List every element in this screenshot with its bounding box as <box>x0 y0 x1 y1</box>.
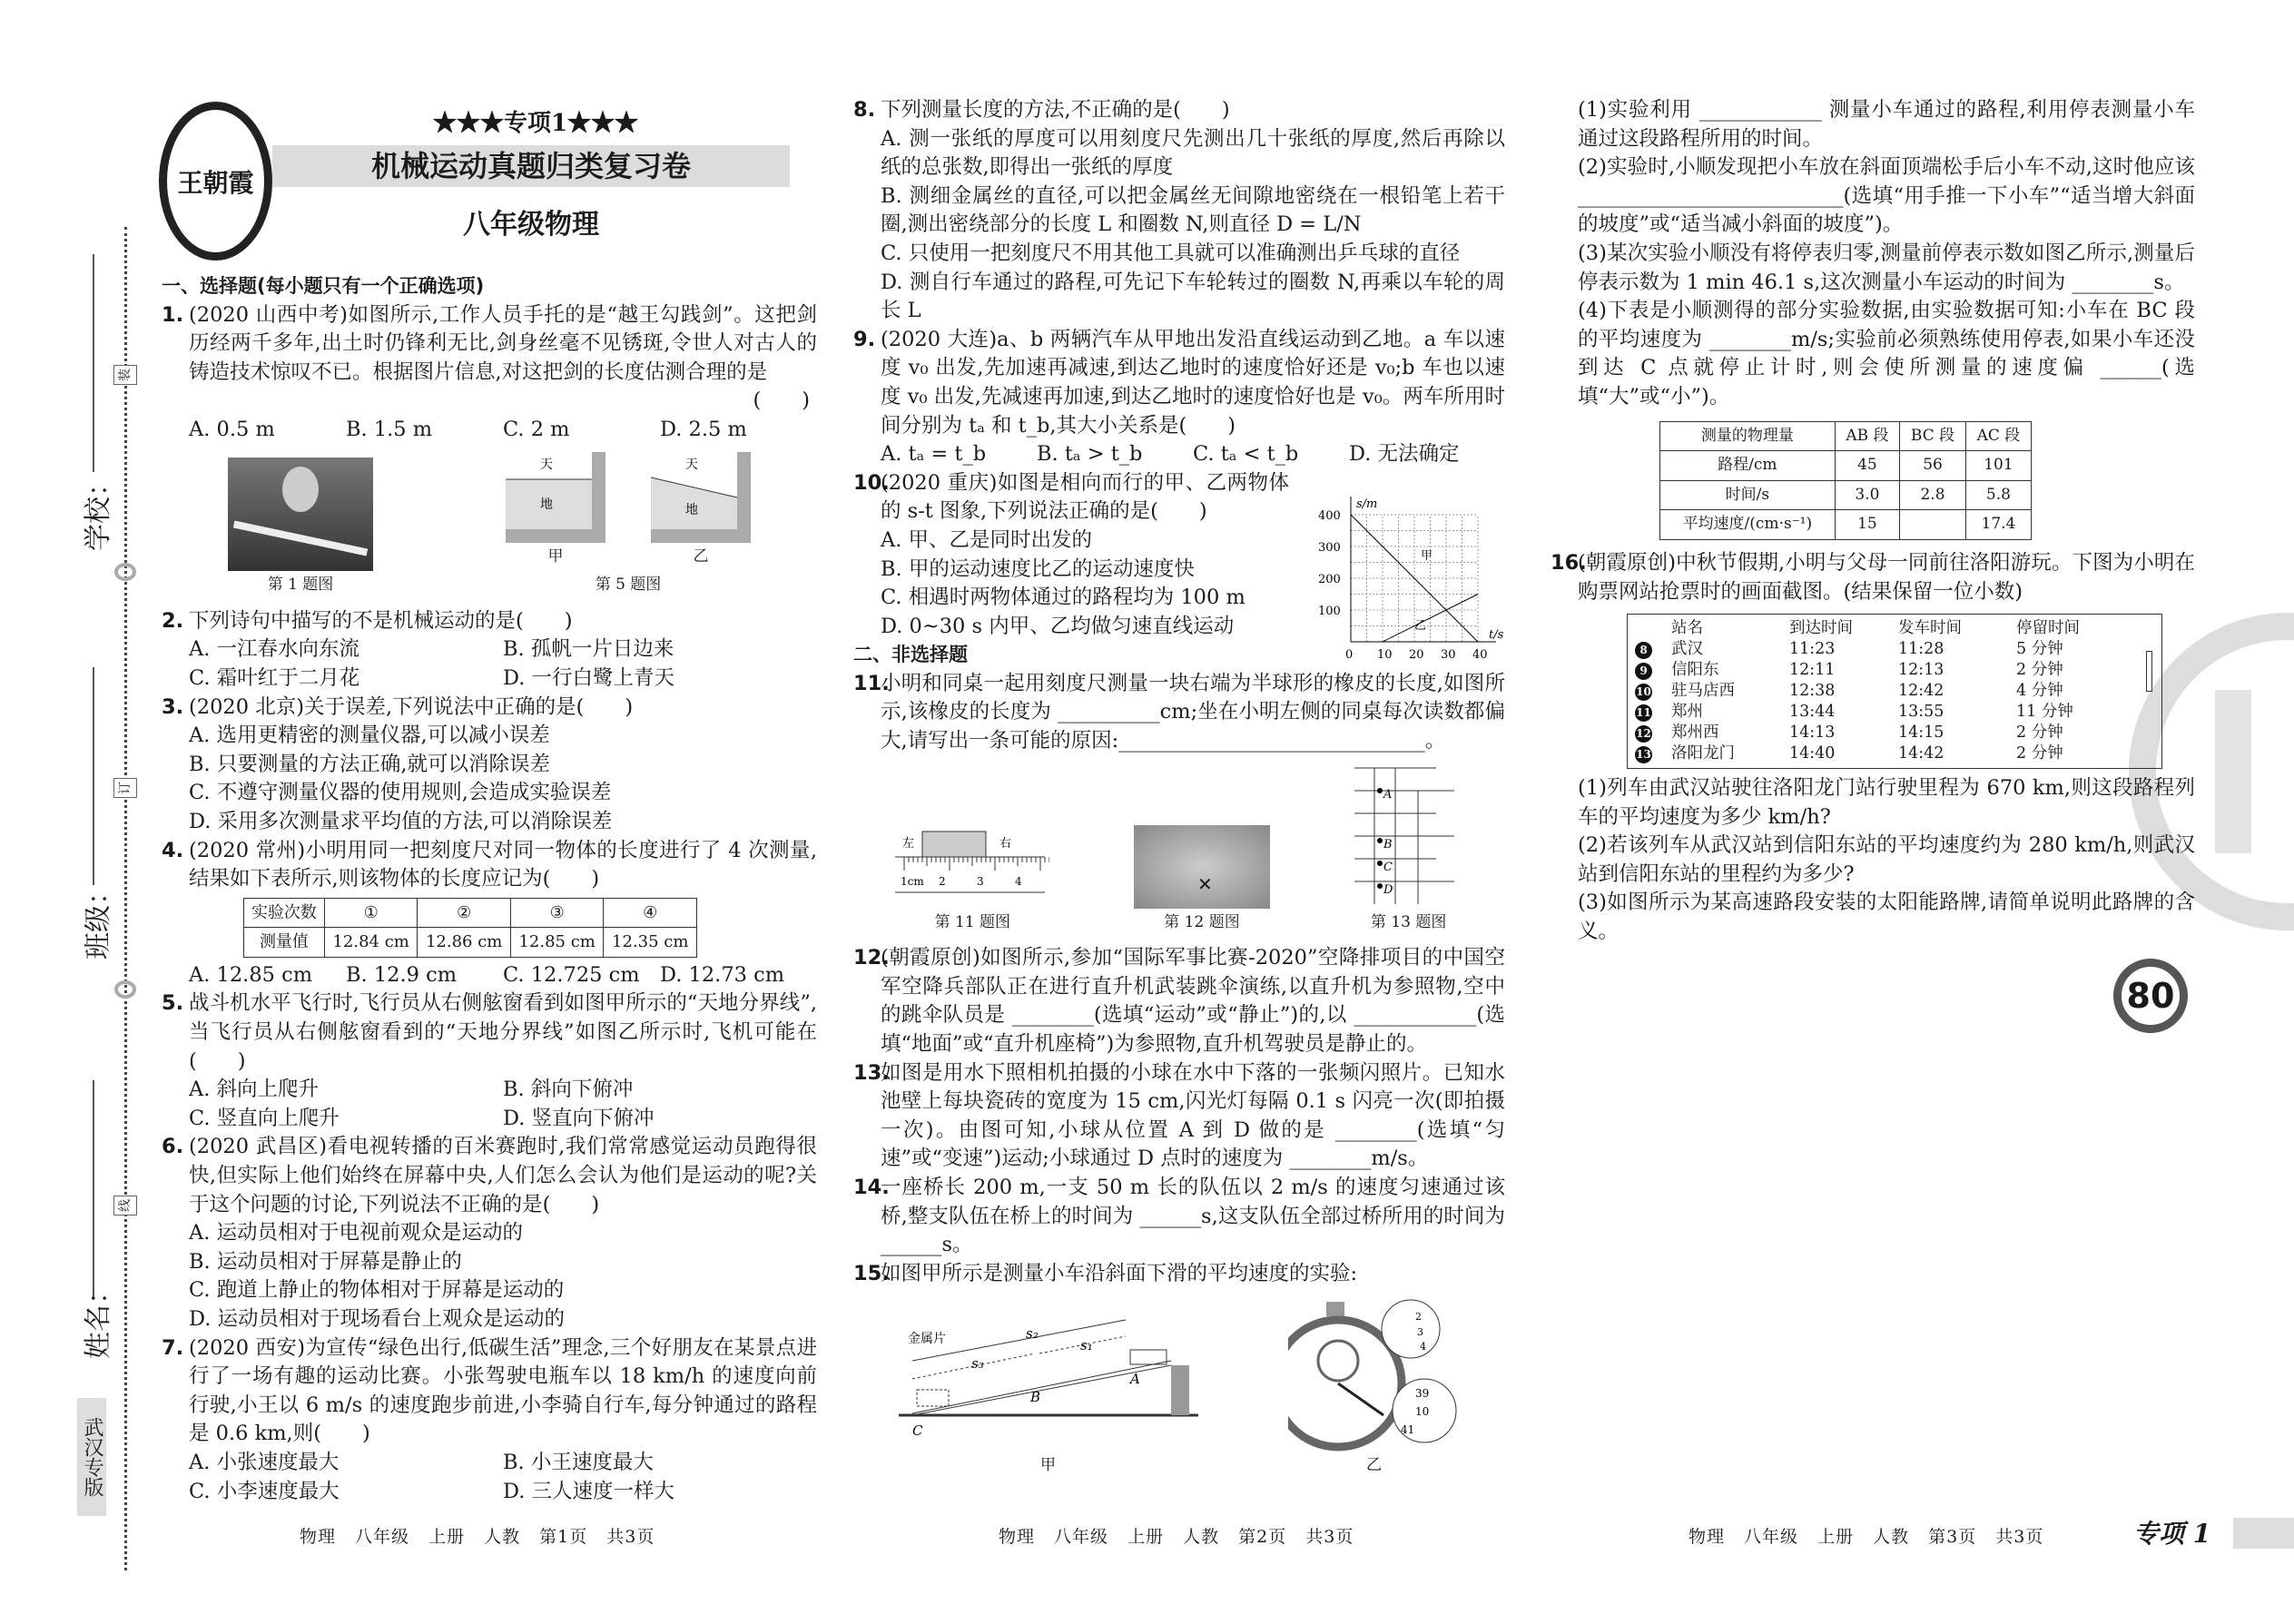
train-cell: 14:15 <box>1898 723 1944 743</box>
question-11 <box>853 670 1505 756</box>
series-label: ★★★专项1★★★ <box>432 110 639 137</box>
figure-row <box>162 452 817 600</box>
svg-text:B: B <box>1029 1389 1040 1406</box>
question-text <box>853 326 1505 440</box>
stopwatch-icon <box>1288 1297 1461 1452</box>
train-cell: 11:28 <box>1898 640 1944 659</box>
question-text <box>853 1059 1505 1174</box>
option-B: B. 1.5 m <box>346 417 433 441</box>
question-14 <box>853 1174 1505 1260</box>
question-12 <box>853 944 1505 1058</box>
question-5 <box>162 989 817 1133</box>
train-row <box>1635 639 2154 660</box>
question-number: 13. <box>853 1060 890 1085</box>
question-number: 12. <box>853 946 890 970</box>
question-body: 下列诗句中描写的不是机械运动的是( ) <box>189 608 573 633</box>
question-4 <box>162 837 817 894</box>
option-B: B. 运动员相对于屏幕是静止的 <box>189 1249 462 1274</box>
train-header-row: 站名 到达时间 发车时间 停留时间 <box>1671 619 2080 638</box>
svg-text:2: 2 <box>1414 1311 1422 1324</box>
question-text <box>853 1174 1505 1260</box>
st-graph <box>1314 487 1505 669</box>
question-number: 4. <box>162 838 184 862</box>
question-text <box>853 469 1289 527</box>
position-label: A <box>1383 787 1393 802</box>
figure-12: ✕ 第 12 题图 <box>1134 825 1270 938</box>
page-subtitle: 八年级物理 <box>463 209 599 241</box>
ruler-number: 2 <box>939 874 946 888</box>
question-2 <box>162 607 817 694</box>
figure-1 <box>228 458 373 600</box>
question-body: 一座桥长 200 m,一支 50 m 长的队伍以 2 m/s 的速度匀速通过该桥,整支队伍在桥上的时间为 ______s,这支队伍全部过桥所用的时间为 ______s。 <box>881 1176 1505 1257</box>
speed-limit-sign: 80 <box>2113 959 2188 1033</box>
section-title: 一、选择题(每小题只有一个正确选项) <box>162 275 485 297</box>
train-cell: 12:38 <box>1789 682 1836 701</box>
option-C: C. tₐ < t_b <box>1193 442 1299 467</box>
train-cell: 4 分钟 <box>2016 682 2063 701</box>
answer-options <box>162 1449 817 1506</box>
svg-text:s₃: s₃ <box>970 1355 984 1373</box>
answer-options <box>162 1076 817 1133</box>
question-body: 下列测量长度的方法,不正确的是( ) <box>881 98 1230 122</box>
position-label: D <box>1383 882 1393 897</box>
figure-15-stopwatch: 2 3 4 39 10 41 乙 <box>1288 1297 1461 1481</box>
train-row <box>1635 702 2154 723</box>
x-tick-label: 40 <box>1472 647 1488 662</box>
option-D: D. 2.5 m <box>660 417 747 441</box>
answer-bracket: ( ) <box>753 389 810 413</box>
school-line <box>93 254 94 472</box>
question-number: 16. <box>1551 550 1587 575</box>
y-axis-label: s/m <box>1356 497 1378 511</box>
name-label: 姓名： <box>83 1277 114 1359</box>
question-text <box>162 1133 817 1219</box>
metal-plate-label: 金属片 <box>907 1332 946 1347</box>
option-B: B. tₐ > t_b <box>1037 442 1143 467</box>
stop-number: 13 <box>1635 746 1652 763</box>
option-A: A. 甲、乙是同时出发的 <box>881 527 1093 552</box>
binding-mark: 线 <box>113 1196 137 1216</box>
question-body: (2020 武昌区)看电视转播的百米赛跑时,我们常常感觉运动员跑得很快,但实际上他们始终在屏幕中央,人们怎么会认为他们是运动的呢?关于这个问题的讨论,下列说法不正确的是( ) <box>189 1135 817 1216</box>
train-cell: 14:42 <box>1898 744 1944 763</box>
question-number: 9. <box>853 327 876 351</box>
stop-number: 12 <box>1635 725 1652 743</box>
column-1 <box>162 272 817 1506</box>
option-A: A. 12.85 cm <box>189 962 313 987</box>
page-title: 机械运动真题归类复习卷 <box>370 149 691 183</box>
svg-text:C: C <box>911 1422 922 1440</box>
binding-mark: 装 <box>113 365 137 385</box>
ball-position <box>1377 883 1383 889</box>
figure-row <box>853 763 1505 938</box>
sky-label: 天 <box>540 457 553 472</box>
question-15 <box>853 1260 1505 1289</box>
answer-options <box>162 416 817 445</box>
sub-question: (3)如图所示为某高速路段安装的太阳能路牌,请简单说明此路牌的含义。 <box>1578 891 2195 944</box>
answer-options <box>853 527 1289 641</box>
ball-position <box>1377 788 1383 793</box>
question-body: (2020 常州)小明用同一把刻度尺对同一物体的长度进行了 4 次测量,结果如下表所示,则该物体的长度应记为( ) <box>189 838 817 891</box>
answer-options <box>853 440 1505 469</box>
option-B: B. 测细金属丝的直径,可以把金属丝无间隙地密绕在一根铅笔上若干圈,测出密绕部分的长度 L 和圈数 N,则直径 D = L/N <box>881 183 1505 237</box>
stop-index <box>1635 723 1671 743</box>
ruler-diagram <box>895 827 1049 909</box>
column-3 <box>1551 96 2195 1016</box>
train-cell: 洛阳龙门 <box>1671 744 1735 763</box>
stop-index <box>1635 660 1671 681</box>
train-cell: 郑州西 <box>1671 723 1719 743</box>
sword-photo <box>228 458 373 571</box>
question-body: (2020 重庆)如图是相向而行的甲、乙两物体的 s-t 图象,下列说法正确的是( ) <box>881 470 1289 524</box>
train-cell: 2 分钟 <box>2016 661 2063 680</box>
question-text <box>162 837 817 894</box>
question-10 <box>853 469 1289 642</box>
svg-text:s₂: s₂ <box>1025 1325 1039 1343</box>
series-label: 乙 <box>1414 618 1427 633</box>
school-label: 学校： <box>83 469 114 551</box>
question-body: (2020 山西中考)如图所示,工作人员手托的是“越王勾践剑”。这把剑历经两千多年,出土时仍锋利无比,剑身丝毫不见锈斑,令世人对古人的铸造技术惊叹不已。根据图片信息,对这把剑的长度估测合理的是 <box>189 302 817 384</box>
option-C: C. 竖直向上爬升 <box>189 1106 340 1130</box>
question-text <box>162 1334 817 1449</box>
question-body: (2020 北京)关于误差,下列说法中正确的是( ) <box>189 694 634 719</box>
ball-position <box>1377 838 1383 843</box>
train-cell: 5 分钟 <box>2016 640 2063 659</box>
option-B: B. 斜向下俯冲 <box>503 1078 634 1102</box>
train-schedule <box>1627 614 2162 769</box>
svg-text:4: 4 <box>1419 1341 1426 1353</box>
figure-11: 左 右 1cm 2 3 4 第 11 题图 <box>895 827 1049 938</box>
question-text <box>853 1260 1505 1289</box>
stop-number: 11 <box>1635 704 1652 722</box>
option-B: B. 小王速度最大 <box>503 1450 654 1474</box>
train-cell: 2 分钟 <box>2016 723 2063 743</box>
figure-label: 甲 <box>547 546 564 566</box>
option-A: A. tₐ = t_b <box>881 442 987 467</box>
brick-wall-diagram <box>1354 763 1463 909</box>
question-text <box>1551 549 2195 606</box>
figure-13: A B C D 第 13 题图 <box>1354 763 1463 938</box>
ruler-number: 1cm <box>901 874 925 888</box>
option-A: A. 测一张纸的厚度可以用刻度尺先测出几十张纸的厚度,然后再除以纸的总张数,即得出一张纸的厚度 <box>881 126 1505 180</box>
figure-label: 乙 <box>693 546 709 566</box>
section-title: 二、非选择题 <box>853 644 968 666</box>
sub-question: (3)某次实验小顺没有将停表归零,测量前停表示数如图乙所示,测量后停表示数为 1 min 46.1 s,这次测量小车运动的时间为 ________s。 <box>1578 241 2195 294</box>
page-footer: 物理 八年级 上册 人教 第1页 共3页 <box>300 1527 655 1547</box>
train-row <box>1635 660 2154 681</box>
parachute-photo: ✕ <box>1134 825 1270 909</box>
question-8 <box>853 96 1505 326</box>
question-number: 11. <box>853 671 890 695</box>
option-A: A. 斜向上爬升 <box>189 1078 320 1102</box>
column-2 <box>853 96 1505 1488</box>
x-axis-label: t/s <box>1489 627 1504 642</box>
train-cell: 郑州 <box>1671 703 1703 722</box>
answer-options <box>162 635 817 693</box>
svg-text:s₁: s₁ <box>1079 1337 1093 1354</box>
ball-position <box>1377 861 1383 866</box>
option-A: A. 一江春水向东流 <box>189 637 360 662</box>
option-C: C. 2 m <box>503 417 570 441</box>
train-cell: 13:44 <box>1789 703 1836 722</box>
question-body: 小明和同桌一起用刻度尺测量一块右端为半球形的橡皮的长度,如图所示,该橡皮的长度为 __________cm;坐在小明左侧的同桌每次读数都偏大,请写出一条可能的原因:______________________________。 <box>881 671 1505 753</box>
y-tick-label: 300 <box>1318 540 1341 555</box>
question-number: 3. <box>162 694 184 719</box>
question-text <box>162 607 817 636</box>
question-number: 1. <box>162 302 184 327</box>
train-cell: 信阳东 <box>1671 661 1719 680</box>
stop-number: 8 <box>1635 642 1652 659</box>
question-1 <box>162 301 817 445</box>
scrollbar[interactable] <box>2146 651 2152 692</box>
option-D: D. 测自行车通过的路程,可先记下车轮转过的圈数 N,再乘以车轮的周长 L <box>881 270 1505 323</box>
x-tick-label: 10 <box>1377 647 1393 662</box>
train-row <box>1635 723 2154 743</box>
section-badge: 专项 1 <box>2133 1519 2211 1549</box>
figure-5 <box>506 452 751 600</box>
question-body: 如图甲所示是测量小车沿斜面下滑的平均速度的实验: <box>881 1261 1358 1285</box>
answer-options <box>162 1219 817 1334</box>
answer-options <box>162 961 817 990</box>
series-label: 甲 <box>1421 548 1433 563</box>
question-number: 10. <box>853 470 890 495</box>
option-B: B. 只要测量的方法正确,就可以消除误差 <box>189 752 550 776</box>
question-13 <box>853 1059 1505 1174</box>
option-C: C. 霜叶红于二月花 <box>189 665 360 690</box>
sub-question: (2)实验时,小顺发现把小车放在斜面顶端松手后小车不动,这时他应该 __________________________(选填“用手推一下小车”“适当增大斜面的坡度”或“适当减小斜面的坡度”)。 <box>1578 155 2195 237</box>
question-6 <box>162 1133 817 1334</box>
question-text <box>162 989 817 1076</box>
edition-label: 武汉专版 <box>77 1398 106 1516</box>
question-body: 如图是用水下照相机拍摄的小球在水中下落的一张频闪照片。已知水池壁上每块瓷砖的宽度为 15 cm,闪光灯每隔 0.1 s 闪亮一次(即拍摄一次)。由图可知,小球从位置 A 到 D 做的是 ________(选填“匀速”或“变速”)运动;小球通过 D 点时的速度为 ________m/s。 <box>881 1060 1505 1171</box>
question-7 <box>162 1334 817 1507</box>
stop-index <box>1635 639 1671 660</box>
stop-index <box>1635 743 1671 764</box>
answer-options <box>853 125 1505 326</box>
svg-text:A: A <box>1129 1371 1140 1388</box>
svg-text:41: 41 <box>1400 1423 1414 1437</box>
svg-text:天: 天 <box>685 457 698 472</box>
figure-15-incline: 金属片 s₂ s₃ s₁ A B C 甲 <box>899 1306 1198 1481</box>
question-number: 15. <box>853 1261 890 1285</box>
x-tick-label: 20 <box>1409 647 1424 662</box>
x-tick-label: 0 <box>1345 647 1354 662</box>
answer-options <box>162 722 817 836</box>
question-body: (朝霞原创)如图所示,参加“国际军事比赛-2020”空降排项目的中国空军空降兵部队正在进行直升机武装跳伞演练,以直升机为参照物,空中的跳伞队员是 ________(选填“运动”或“静止”)的,以 ____________(选填“地面”或“直升机座椅”)为参照物,直升机驾驶员是静止的。 <box>881 946 1505 1057</box>
option-D: D. 竖直向下俯冲 <box>503 1106 655 1130</box>
class-line <box>93 667 94 885</box>
option-D: D. 采用多次测量求平均值的方法,可以消除误差 <box>189 809 613 833</box>
train-cell: 14:40 <box>1789 744 1836 763</box>
page-footer: 物理 八年级 上册 人教 第3页 共3页 <box>1689 1527 2044 1547</box>
y-tick-label: 200 <box>1318 572 1341 586</box>
stop-index <box>1635 681 1671 702</box>
x-tick-label: 30 <box>1441 647 1456 662</box>
option-D: D. 0~30 s 内甲、乙均做匀速直线运动 <box>881 614 1235 638</box>
stop-number: 9 <box>1635 663 1652 680</box>
hole-icon <box>114 980 136 999</box>
incline-diagram <box>899 1306 1198 1452</box>
train-cell: 武汉 <box>1671 640 1703 659</box>
cut-line <box>124 227 127 1570</box>
ground-label: 地 <box>540 497 553 512</box>
question-number: 8. <box>853 98 876 122</box>
option-B: B. 12.9 cm <box>346 962 458 987</box>
question-number: 6. <box>162 1135 184 1159</box>
option-C: C. 小李速度最大 <box>189 1479 340 1503</box>
stop-number: 10 <box>1635 684 1652 701</box>
horizon-tilted-diagram <box>651 452 751 543</box>
option-D: D. 一行白鹭上青天 <box>503 665 675 690</box>
train-row <box>1635 681 2154 702</box>
figure-caption: 第 1 题图 <box>267 576 334 595</box>
figure-caption: 第 5 题图 <box>595 576 662 595</box>
question-16 <box>1551 549 2195 606</box>
train-cell: 11 分钟 <box>2016 703 2073 722</box>
option-B: B. 孤帆一片日边来 <box>503 637 674 662</box>
svg-text:3: 3 <box>1416 1326 1423 1339</box>
option-D: D. 运动员相对于现场看台上观众是运动的 <box>189 1307 566 1331</box>
option-C: C. 12.725 cm <box>503 962 640 987</box>
option-B: B. 甲的运动速度比乙的运动速度快 <box>881 556 1195 581</box>
y-tick-label: 400 <box>1318 508 1341 523</box>
sub-question: (1)列车由武汉站驶往洛阳龙门站行驶里程为 670 km,则这段路程列车的平均速度为多少 km/h? <box>1578 776 2195 829</box>
eraser <box>922 832 986 857</box>
svg-text:39: 39 <box>1414 1387 1429 1401</box>
train-cell: 12:42 <box>1898 682 1944 701</box>
right-label: 右 <box>999 836 1012 851</box>
left-label: 左 <box>902 836 915 851</box>
figure-row <box>853 1297 1505 1481</box>
ruler-number: 3 <box>977 874 984 888</box>
train-cell: 12:13 <box>1898 661 1944 680</box>
train-cell: 13:55 <box>1898 703 1944 722</box>
experiment-data-table: 测量的物理量 AB 段 BC 段 AC 段 路程/cm 45 56 101 时间/s 3.0 2.8 5.8 平均速度/(cm·s⁻¹) 15 17.4 <box>1659 421 2032 540</box>
question-number: 2. <box>162 608 184 633</box>
sub-question: (4)下表是小顺测得的部分实验数据,由实验数据可知:小车在 BC 段的平均速度为 ________m/s;实验前必须熟练使用停表,如果小车还没到达 C 点就停止计时,则会使所测量的速度偏 ______(选填“大”或“小”)。 <box>1578 299 2195 408</box>
svg-text:10: 10 <box>1414 1405 1429 1419</box>
hole-icon <box>114 563 136 581</box>
train-cell: 11:23 <box>1789 640 1836 659</box>
option-A: A. 选用更精密的测量仪器,可以减小误差 <box>189 723 550 748</box>
train-cell: 12:11 <box>1789 661 1836 680</box>
position-label: B <box>1383 837 1393 851</box>
ruler-number: 4 <box>1015 874 1022 888</box>
option-C: C. 不遵守测量仪器的使用规则,会造成实验误差 <box>189 781 612 805</box>
train-row <box>1635 743 2154 764</box>
position-label: C <box>1383 860 1393 874</box>
name-line <box>93 1080 94 1298</box>
stop-index <box>1635 702 1671 723</box>
question-text <box>853 670 1505 756</box>
question-body: (朝霞原创)中秋节假期,小明与父母一同前往洛阳游玩。下图为小明在购票网站抢票时的画面截图。(结果保留一位小数) <box>1578 550 2195 604</box>
option-C: C. 跑道上静止的物体相对于屏幕是运动的 <box>189 1278 565 1303</box>
binding-mark: 订 <box>113 778 137 798</box>
question-body: 战斗机水平飞行时,飞行员从右侧舷窗看到如图甲所示的“天地分界线”,当飞行员从右侧舷窗看到的“天地分界线”如图乙所示时,飞机可能在( ) <box>189 991 817 1073</box>
option-D: D. 三人速度一样大 <box>503 1479 675 1503</box>
train-cell: 14:13 <box>1789 723 1836 743</box>
option-C: C. 只使用一把刻度尺不用其他工具就可以准确测出乒乓球的直径 <box>881 241 1461 265</box>
question-text <box>853 96 1505 125</box>
option-D: D. 12.73 cm <box>660 962 785 987</box>
question-text <box>162 301 817 388</box>
option-A: A. 0.5 m <box>189 417 275 441</box>
question-number: 5. <box>162 991 184 1016</box>
question-9 <box>853 326 1505 469</box>
option-D: D. 无法确定 <box>1349 442 1460 467</box>
sub-question: (1)实验利用 ____________ 测量小车通过的路程,利用停表测量小车通过这段路程所用的时间。 <box>1578 98 2195 151</box>
option-A: A. 运动员相对于电视前观众是运动的 <box>189 1221 524 1245</box>
class-label: 班级： <box>83 878 114 960</box>
page-footer: 物理 八年级 上册 人教 第2页 共3页 <box>999 1527 1354 1547</box>
question-text <box>162 694 817 723</box>
horizon-level-diagram <box>506 452 605 543</box>
option-A: A. 小张速度最大 <box>189 1450 340 1474</box>
train-cell: 驻马店西 <box>1671 682 1735 701</box>
question-text <box>853 944 1505 1058</box>
svg-text:地: 地 <box>685 502 698 517</box>
question-body: (2020 西安)为宣传“绿色出行,低碳生活”理念,三个好朋友在某景点进行了一场有趣的运动比赛。小张驾驶电瓶车以 18 km/h 的速度向前行驶,小王以 6 m/s 的速度跑步前进,小李骑自行车,每分钟通过的路程是 0.6 km,则( ) <box>189 1335 817 1446</box>
question-body: (2020 大连)a、b 两辆汽车从甲地出发沿直线运动到乙地。a 车以速度 v₀ 出发,先加速再减速,到达乙地时的速度恰好还是 v₀;b 车也以速度 v₀ 出发,先减速再加速,到达乙地时的速度恰好也是 v₀。两车所用时间分别为 tₐ 和 t_b,其大小关系是( ) <box>881 327 1505 438</box>
brand-logo: 王朝霞 <box>159 102 272 261</box>
question-3 <box>162 694 817 837</box>
question-number: 7. <box>162 1335 184 1360</box>
question-number: 14. <box>853 1176 890 1199</box>
option-C: C. 相遇时两物体通过的路程均为 100 m <box>881 586 1245 610</box>
sub-question: (2)若该列车从武汉站到信阳东站的平均速度约为 280 km/h,则武汉站到信阳东站的里程约为多少? <box>1578 833 2195 886</box>
footer-bar <box>2233 1518 2294 1549</box>
y-tick-label: 100 <box>1318 604 1341 618</box>
train-cell: 2 分钟 <box>2016 744 2063 763</box>
measurement-table: 实验次数 ① ② ③ ④ 测量值 12.84 cm 12.86 cm 12.85 cm 12.35 cm <box>243 898 697 958</box>
